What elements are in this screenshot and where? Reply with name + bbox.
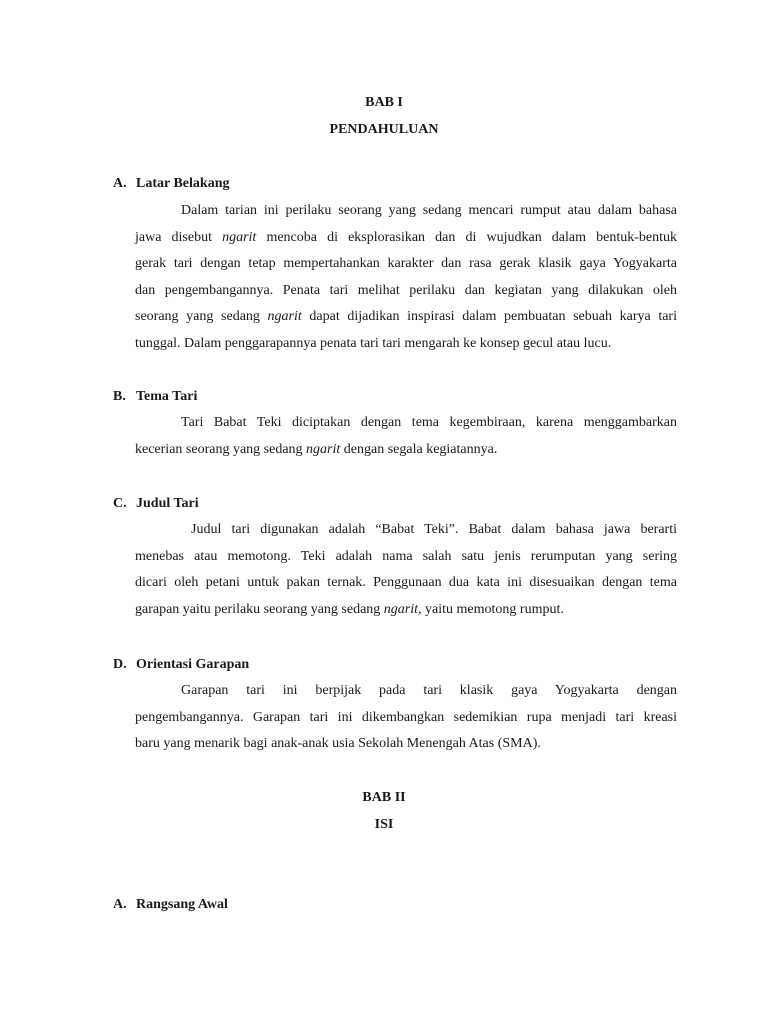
italic-term: ngarit,	[383, 601, 422, 617]
paragraph-line: Dalam tarian ini perilaku seorang yang sedang mencari rumput atau dalam bahasa	[181, 203, 677, 218]
section-letter: C.	[113, 496, 127, 511]
section-heading-orientasi-garapan	[113, 655, 249, 675]
paragraph-line: seorang yang sedang ngarit dapat dijadikan inspirasi dalam pembuatan sebuah karya tari	[135, 309, 677, 325]
paragraph-line: dan pengembangannya. Penata tari melihat perilaku dan kegiatan yang dilakukan oleh	[135, 282, 677, 298]
paragraph-line: baru yang menarik bagi anak-anak usia Sekolah Menengah Atas (SMA).	[135, 736, 541, 752]
chapter-title: PENDAHULUAN	[329, 122, 439, 137]
paragraph-judul-tari	[135, 517, 677, 623]
paragraph-line: gerak tari dengan tetap mempertahankan karakter dan rasa gerak klasik gaya Yogyakarta	[135, 256, 677, 272]
paragraph-line: menebas atau memotong. Teki adalah nama salah satu jenis rerumputan yang sering	[135, 548, 677, 564]
section-heading-judul-tari	[113, 494, 199, 514]
italic-term: ngarit	[306, 441, 341, 457]
chapter-number: BAB I	[365, 95, 403, 110]
section-title: Judul Tari	[136, 496, 199, 511]
section-heading-rangsang-awal	[113, 895, 228, 915]
paragraph-line: kecerian seorang yang sedang ngarit dengan segala kegiatannya.	[135, 441, 498, 457]
paragraph-line: dicari oleh petani untuk pakan ternak. Penggunaan dua kata ini disesuaikan dengan tema	[135, 575, 677, 591]
paragraph-line: pengembangannya. Garapan tari ini dikembangkan sedemikian rupa menjadi tari kreasi	[135, 709, 677, 725]
paragraph-latar-belakang	[135, 198, 677, 358]
section-title: Orientasi Garapan	[136, 657, 250, 672]
section-letter: A.	[113, 176, 127, 191]
section-letter: D.	[113, 657, 127, 672]
paragraph-line: jawa disebut ngarit mencoba di eksplorasikan dan di wujudkan dalam bentuk-bentuk	[135, 229, 677, 245]
paragraph-tema-tari	[135, 410, 677, 463]
section-heading-latar-belakang	[113, 174, 229, 194]
chapter-title: ISI	[374, 817, 394, 832]
paragraph-line: Tari Babat Teki diciptakan dengan tema kegembiraan, karena menggambarkan	[181, 415, 677, 430]
section-letter: B.	[113, 389, 126, 404]
paragraph-line: tunggal. Dalam penggarapannya penata tari tari mengarah ke konsep gecul atau lucu.	[135, 335, 612, 351]
italic-term: ngarit	[267, 309, 302, 325]
paragraph-line: Garapan tari ini berpijak pada tari klasik gaya Yogyakarta dengan	[181, 683, 677, 698]
paragraph-line: Judul tari digunakan adalah “Babat Teki”. Babat dalam bahasa jawa berarti	[191, 522, 677, 537]
paragraph-orientasi-garapan	[135, 678, 677, 758]
section-title: Tema Tari	[136, 389, 198, 404]
chapter-number: BAB II	[362, 790, 406, 805]
section-title: Latar Belakang	[136, 176, 230, 191]
italic-term: ngarit	[222, 229, 257, 245]
section-letter: A.	[113, 897, 127, 912]
section-heading-tema-tari	[113, 387, 197, 407]
paragraph-line: garapan yaitu perilaku seorang yang sedang ngarit, yaitu memotong rumput.	[135, 601, 564, 617]
section-title: Rangsang Awal	[136, 897, 228, 912]
